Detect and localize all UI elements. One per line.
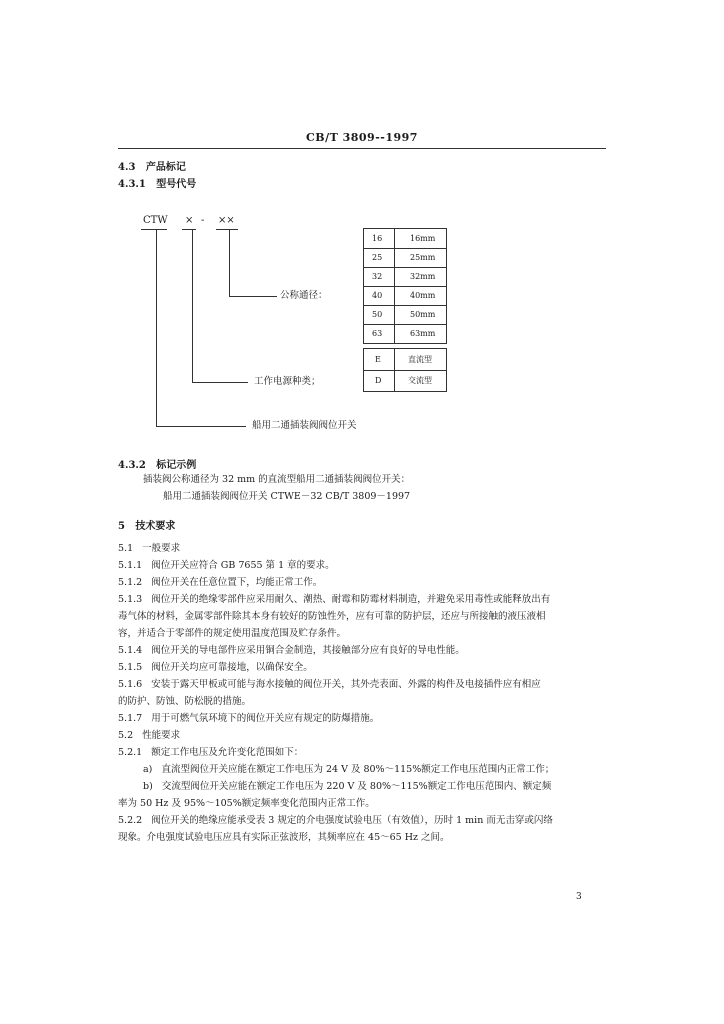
clause-5-2-1-b-line-2: 率为 50 Hz 及 95%～105%额定频率变化范围内正常工作。	[118, 798, 375, 809]
clause-5-1-4	[118, 644, 465, 657]
clause-5-2-2	[118, 814, 553, 827]
page-number: 3	[576, 892, 582, 902]
section-4-3-2	[118, 456, 196, 471]
table-row-value: 直流型	[408, 355, 432, 364]
table-row-code: 32	[372, 272, 383, 281]
document-header: CB/T 3809--1997	[306, 131, 418, 144]
example-line-1: 插装阀公称通径为 32 mm 的直流型船用二通插装阀阀位开关：	[143, 474, 411, 485]
clause-text: 安装于露天甲板或可能与海水接触的阀位开关，其外壳表面、外露的构件及电接插件应有相应	[151, 679, 541, 690]
clause-5-2-2-line-2: 现象。介电强度试验电压应具有实际正弦波形，其频率应在 45～65 Hz 之间。	[118, 832, 450, 843]
section-number: 4.3	[118, 162, 136, 173]
clause-number: 5.2.2	[118, 815, 143, 826]
clause-number: 5.1.1	[118, 560, 143, 571]
section-4-3-1	[118, 175, 196, 190]
clause-number: 5.1.6	[118, 679, 143, 690]
section-title: 产品标记	[145, 162, 186, 173]
section-number: 5.1	[118, 543, 134, 554]
section-5-2	[118, 729, 180, 742]
section-title: 型号代号	[156, 179, 197, 190]
clause-text: 阀位开关均应可靠接地，以确保安全。	[151, 662, 313, 673]
section-number: 5.2	[118, 730, 134, 741]
table-row-value: 25mm	[410, 253, 436, 262]
clause-5-2-1-a	[143, 763, 554, 776]
clause-number: 5.2.1	[118, 747, 143, 758]
product-leader-h	[156, 426, 246, 427]
clause-5-1-3-line-3: 容，并适合于零部件的规定使用温度范围及贮存条件。	[118, 628, 347, 639]
example-line-2: 船用二通插装阀阀位开关 CTWE－32 CB/T 3809－1997	[163, 491, 411, 502]
clause-number: 5.1.4	[118, 645, 143, 656]
clause-text: 阀位开关应符合 GB 7655 第 1 章的要求。	[151, 560, 335, 571]
model-prefix: CTW	[143, 215, 168, 226]
power-label: 工作电源种类；	[254, 376, 321, 387]
clause-text: 阀位开关在任意位置下，均能正常工作。	[151, 577, 323, 588]
model-dash: -	[201, 215, 205, 226]
clause-number: 5.1.2	[118, 577, 143, 588]
clause-text: 用于可燃气氛环境下的阀位开关应有规定的防爆措施。	[151, 713, 380, 724]
table-row-value: 交流型	[408, 376, 432, 385]
clause-5-1-1	[118, 559, 335, 572]
table-row-value: 63mm	[410, 329, 436, 338]
table-row-code: 40	[372, 291, 383, 300]
clause-5-2-1-b	[143, 780, 551, 793]
diameter-leader-h	[229, 296, 277, 297]
clause-5-1-7	[118, 712, 379, 725]
model-diameter-placeholder: ××	[218, 215, 235, 226]
table-row-value: 32mm	[410, 272, 436, 281]
list-text: 直流型阀位开关应能在额定工作电压为 24 V 及 80%～115%额定工作电压范围内正常工作；	[161, 764, 555, 775]
clause-5-1-5	[118, 661, 313, 674]
product-leader-v	[156, 230, 157, 426]
clause-text: 阀位开关的导电部件应采用铜合金制造，其接触部分应有良好的导电性能。	[151, 645, 465, 656]
section-number: 5	[118, 521, 125, 532]
table-row-value: 16mm	[410, 234, 436, 243]
section-5	[118, 517, 175, 532]
section-number: 4.3.1	[118, 179, 146, 190]
table-row-code: 63	[372, 329, 383, 338]
section-5-1	[118, 542, 180, 555]
list-text: 交流型阀位开关应能在额定工作电压为 220 V 及 80%～115%额定工作电压范围内、额定频	[161, 781, 552, 792]
table-row-value: 40mm	[410, 291, 436, 300]
clause-text: 阀位开关的绝缘零部件应采用耐久、潮热、耐霉和防霉材料制造，并避免采用毒性或能释放出有	[151, 594, 551, 605]
list-label: b)	[143, 781, 153, 792]
clause-5-2-1	[118, 746, 303, 759]
section-title: 标记示例	[156, 460, 197, 471]
section-title: 技术要求	[135, 521, 176, 532]
table-row-code: E	[375, 355, 381, 364]
clause-5-1-3-line-2: 毒气体的材料，金属零部件除其本身有较好的防蚀性外，应有可靠的防护层，还应与所接触的液压液相	[118, 611, 546, 622]
table-row-code: D	[375, 376, 382, 385]
power-leader-h	[192, 382, 248, 383]
section-title: 性能要求	[142, 730, 181, 741]
section-number: 4.3.2	[118, 460, 146, 471]
clause-5-1-6	[118, 678, 541, 691]
power-leader-v	[192, 230, 193, 382]
diameter-label: 公称通径：	[280, 290, 328, 301]
list-label: a)	[143, 764, 153, 775]
clause-text: 额定工作电压及允许变化范围如下：	[151, 747, 304, 758]
table-row-code: 25	[372, 253, 383, 262]
clause-number: 5.1.7	[118, 713, 143, 724]
clause-5-1-2	[118, 576, 322, 589]
product-label: 船用二通插装阀阀位开关	[252, 420, 357, 431]
prefix-underline	[141, 229, 167, 230]
section-4-3	[118, 158, 186, 173]
table-row-code: 50	[372, 310, 383, 319]
diameter-table	[363, 228, 447, 344]
clause-number: 5.1.5	[118, 662, 143, 673]
clause-text: 阀位开关的绝缘应能承受表 3 规定的介电强度试验电压（有效值），历时 1 min 而无击穿或闪络	[151, 815, 553, 826]
header-rule	[118, 148, 606, 149]
table-row-code: 16	[372, 234, 383, 243]
clause-5-1-6-line-2: 的防护、防蚀、防松脱的措施。	[118, 696, 252, 707]
power-underline	[182, 229, 196, 230]
table-row-value: 50mm	[410, 310, 436, 319]
section-title: 一般要求	[142, 543, 181, 554]
clause-number: 5.1.3	[118, 594, 143, 605]
clause-5-1-3	[118, 593, 550, 606]
model-power-placeholder: ×	[185, 215, 194, 226]
power-table	[363, 348, 447, 392]
diameter-leader-v	[229, 230, 230, 296]
diameter-underline	[216, 229, 238, 230]
